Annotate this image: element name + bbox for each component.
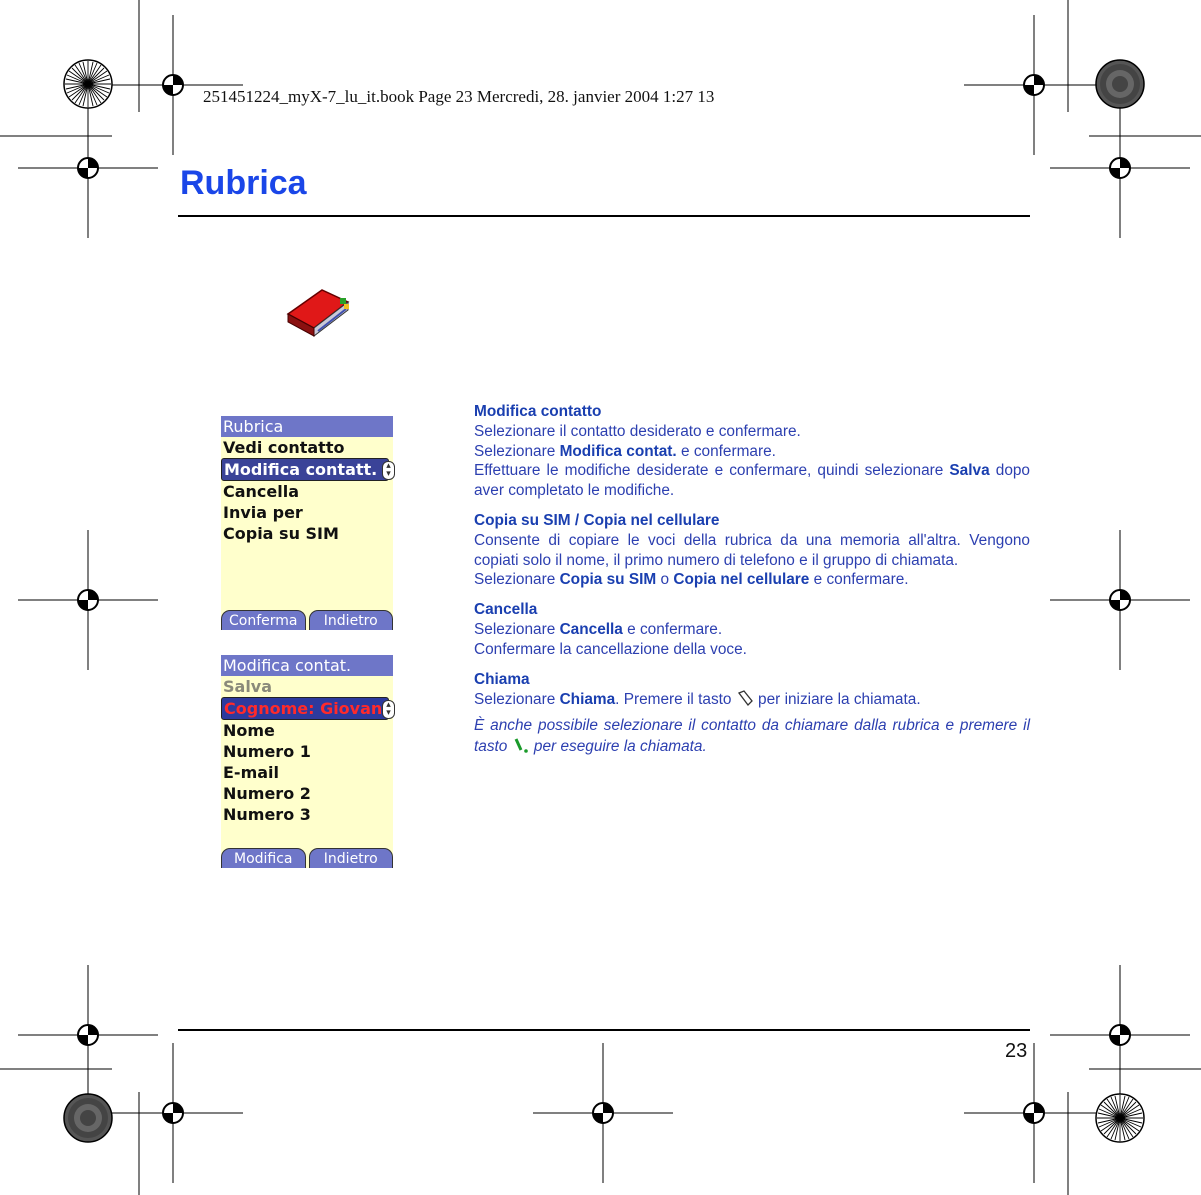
scroll-arrows-icon: ▴ ▾ <box>382 461 395 480</box>
footer-rule <box>178 1029 1030 1031</box>
call-key-icon <box>736 689 754 707</box>
phonebook-book-icon <box>284 284 364 344</box>
phone-screen-modifica <box>221 655 393 868</box>
title-rule <box>178 215 1030 217</box>
menu-item[interactable]: Copia su SIM <box>223 524 339 543</box>
scroll-arrows-icon: ▴ ▾ <box>382 700 395 719</box>
screen-title: Modifica contat. <box>221 655 393 676</box>
menu-item-label: Modifica contatt. <box>224 460 378 479</box>
page-number: 23 <box>1005 1040 1028 1062</box>
menu-item-label: Cognome: Giovan <box>224 699 383 718</box>
screen-title: Rubrica <box>221 416 393 437</box>
green-call-key-icon <box>512 736 530 754</box>
section-chiama: Chiama Selezionare Chiama. Premere il tasto per iniziare la chiamata. <box>474 670 921 709</box>
menu-item[interactable]: Numero 3 <box>223 805 311 824</box>
softkey-right[interactable]: Indietro <box>309 610 394 630</box>
menu-item[interactable]: Invia per <box>223 503 303 522</box>
menu-item[interactable]: Vedi contatto <box>223 438 345 457</box>
softkey-bar <box>221 848 393 868</box>
menu-item-selected[interactable] <box>221 458 389 481</box>
section-heading: Copia su SIM / Copia nel cellulare <box>474 511 720 529</box>
softkey-bar <box>221 610 393 630</box>
page-title: Rubrica <box>180 164 307 202</box>
menu-item[interactable]: Numero 1 <box>223 742 311 761</box>
menu-item-disabled: Salva <box>223 677 273 696</box>
menu-item-selected[interactable] <box>221 697 389 720</box>
softkey-left[interactable]: Modifica <box>221 848 306 868</box>
section-heading: Modifica contatto <box>474 403 602 420</box>
menu-item[interactable]: Nome <box>223 721 275 740</box>
chiama-note: È anche possibile selezionare il contatto da chiamare dalla rubrica e premere il tasto per eseguire la chiamata. <box>474 717 1030 755</box>
softkey-left[interactable]: Conferma <box>221 610 306 630</box>
instructions-column <box>474 402 1030 767</box>
section-heading: Chiama <box>474 670 530 688</box>
book-header-line: 251451224_myX-7_lu_it.book Page 23 Mercredi, 28. janvier 2004 1:27 13 <box>203 87 715 106</box>
section-copia: Copia su SIM / Copia nel cellulare Consente di copiare le voci della rubrica da una memoria all'altra. Vengono copiati solo il nome, il primo numero di telefono e il gruppo di chiamata. Selezionare Copia su SIM o Copia nel cellulare e confermare. <box>474 511 1030 589</box>
section-heading: Cancella <box>474 601 538 619</box>
section-cancella: Cancella Selezionare Cancella e confermare. Confermare la cancellazione della voce. <box>474 601 747 658</box>
menu-item[interactable]: Cancella <box>223 482 300 501</box>
section-modifica: Modifica contatto Selezionare il contatto desiderato e confermare. Selezionare Modifica contat. e confermare. Effettuare le modifiche desiderate e confermare, quindi selezionare Salva dopo aver completato le modifiche. <box>474 403 1030 500</box>
phone-screen-rubrica <box>221 416 393 630</box>
menu-item[interactable]: Numero 2 <box>223 784 311 803</box>
softkey-right[interactable]: Indietro <box>309 848 394 868</box>
menu-item[interactable]: E-mail <box>223 763 280 782</box>
